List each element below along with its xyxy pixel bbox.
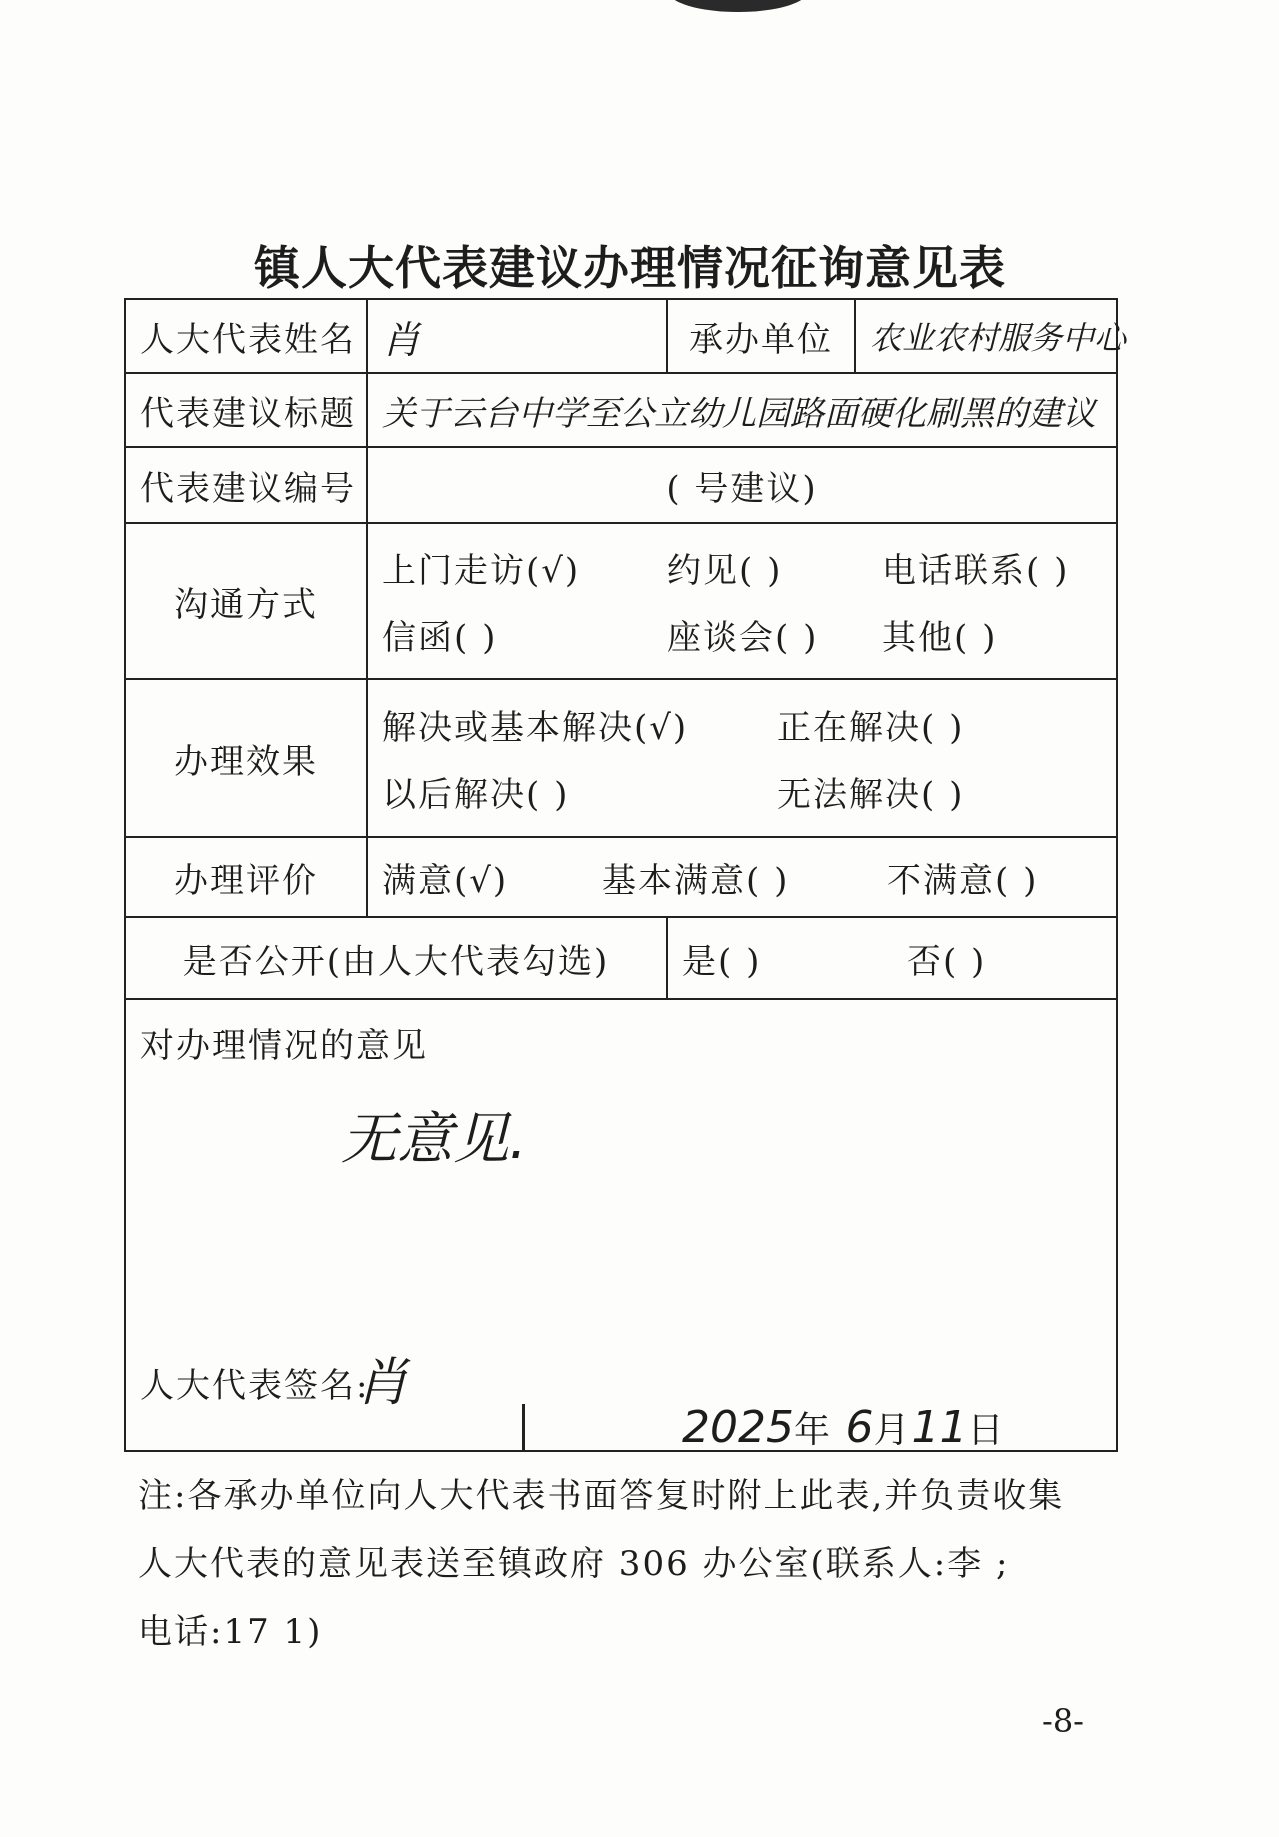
row-communication <box>125 523 1117 679</box>
eval-option-satisfied: 满意(√) <box>382 860 509 901</box>
row-rep-name <box>125 299 1117 373</box>
rep-name-label: 人大代表姓名 <box>125 299 367 373</box>
handling-unit-label: 承办单位 <box>667 299 855 373</box>
proposal-number-value: ( 号建议) <box>367 447 1117 523</box>
proposal-title-value <box>367 373 1117 447</box>
evaluation-options <box>367 837 1117 917</box>
signature-date <box>682 1402 1005 1453</box>
opinion-label: 对办理情况的意见 <box>140 1026 428 1066</box>
effect-option-resolving: 正在解决( ) <box>777 708 965 748</box>
row-proposal-number <box>125 447 1117 523</box>
date-year-char: 年 <box>793 1410 832 1451</box>
date-month: 6 <box>845 1402 874 1453</box>
row-opinion <box>125 999 1117 1451</box>
date-day-char: 日 <box>967 1410 1006 1451</box>
pen-stroke <box>522 1404 525 1452</box>
public-label: 是否公开(由人大代表勾选) <box>125 917 667 999</box>
date-year: 2025 <box>682 1402 794 1453</box>
communication-options <box>367 523 1117 679</box>
effect-option-resolved: 解决或基本解决(√) <box>382 708 689 748</box>
comm-option-letter: 信函( ) <box>382 618 498 658</box>
inquiry-form-table <box>124 298 1127 1453</box>
page-number: -8- <box>1042 1702 1084 1740</box>
effect-option-unable: 无法解决( ) <box>777 775 965 815</box>
rep-name-value <box>367 299 667 373</box>
row-public <box>125 917 1117 999</box>
comm-option-other: 其他( ) <box>882 618 998 658</box>
row-proposal-title <box>125 373 1117 447</box>
date-day: 11 <box>911 1402 968 1453</box>
evaluation-label: 办理评价 <box>125 837 367 917</box>
handling-unit-value <box>855 299 1127 373</box>
signature-handwriting: 肖 <box>356 1353 409 1413</box>
effect-option-later: 以后解决( ) <box>382 775 570 815</box>
comm-option-phone: 电话联系( ) <box>882 551 1070 591</box>
opinion-cell <box>125 999 1117 1451</box>
eval-option-unsatisfied: 不满意( ) <box>887 860 1039 901</box>
communication-label: 沟通方式 <box>125 523 367 679</box>
public-options <box>667 917 1117 999</box>
page-title: 镇人大代表建议办理情况征询意见表 <box>254 241 1006 295</box>
public-option-yes: 是( ) <box>682 941 762 982</box>
opinion-handwriting: 无意见. <box>341 1107 527 1172</box>
comm-option-appointment: 约见( ) <box>667 551 783 591</box>
rep-name-handwriting: 肖 <box>382 317 421 362</box>
comm-option-visit: 上门走访(√) <box>382 551 581 591</box>
effect-options <box>367 679 1117 837</box>
scan-ink-blot <box>668 0 808 12</box>
public-option-no: 否( ) <box>906 941 987 982</box>
date-month-char: 月 <box>873 1410 912 1451</box>
handling-unit-handwriting: 农业农村服务中心 <box>870 319 1127 357</box>
proposal-number-label: 代表建议编号 <box>125 447 367 523</box>
row-evaluation <box>125 837 1117 917</box>
row-effect <box>125 679 1117 837</box>
footnote <box>138 1462 1098 1666</box>
signature-label: 人大代表签名: <box>140 1366 370 1406</box>
proposal-title-handwriting: 关于云台中学至公立幼儿园路面硬化刷黑的建议 <box>382 393 1096 434</box>
effect-label: 办理效果 <box>125 679 367 837</box>
proposal-title-label: 代表建议标题 <box>125 373 367 447</box>
footnote-line-3: 电话:17 1) <box>138 1612 323 1652</box>
footnote-line-2: 人大代表的意见表送至镇政府 306 办公室(联系人:李 ; <box>138 1544 1010 1584</box>
footnote-line-1: 注:各承办单位向人大代表书面答复时附上此表,并负责收集 <box>138 1476 1065 1516</box>
eval-option-basic: 基本满意( ) <box>602 860 790 901</box>
comm-option-forum: 座谈会( ) <box>667 618 819 658</box>
